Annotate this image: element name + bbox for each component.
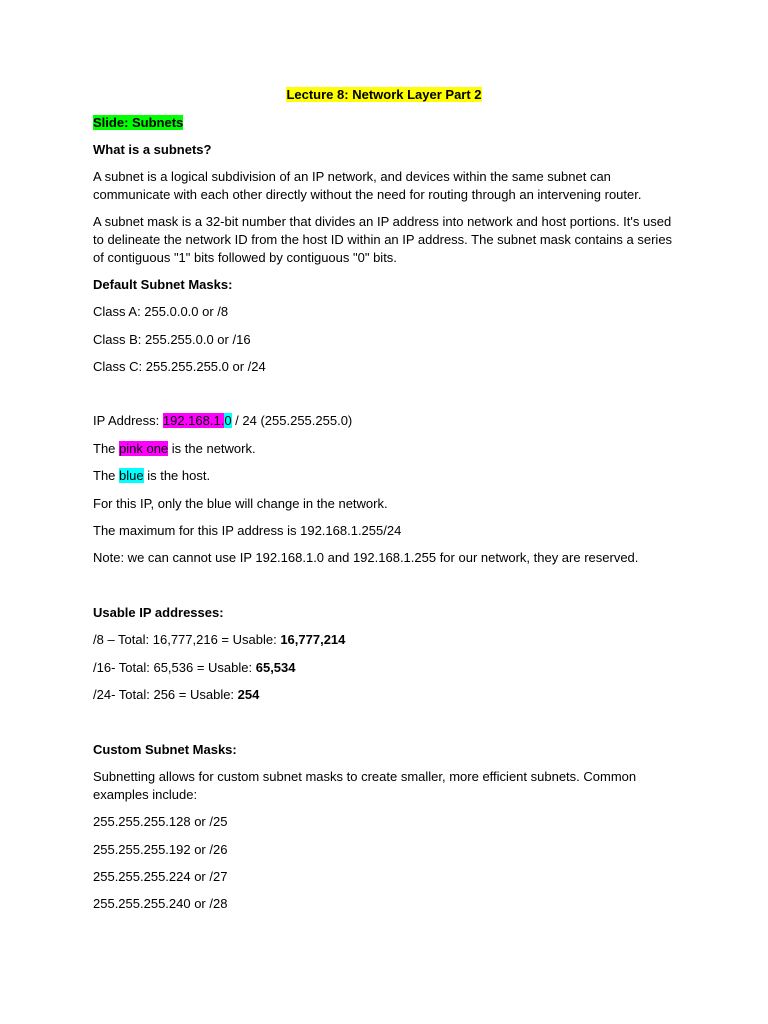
usable-24-value: 254 xyxy=(237,687,260,702)
class-c-line: Class C: 255.255.255.0 or /24 xyxy=(93,359,266,374)
usable-line-24 xyxy=(93,686,683,704)
blue-highlight: blue xyxy=(119,468,144,483)
slide-label xyxy=(93,114,683,132)
network-explanation xyxy=(93,440,683,458)
mask-28: 255.255.255.240 or /28 xyxy=(93,896,228,911)
mask-27: 255.255.255.224 or /27 xyxy=(93,869,228,884)
title-text: Lecture 8: Network Layer Part 2 xyxy=(286,87,482,102)
mask-25: 255.255.255.128 or /25 xyxy=(93,814,228,829)
network-post: is the network. xyxy=(168,441,256,456)
slide-label-text: Slide: Subnets xyxy=(93,115,184,130)
class-a-line: Class A: 255.0.0.0 or /8 xyxy=(93,304,229,319)
change-note: For this IP, only the blue will change in the network. xyxy=(93,496,388,511)
host-explanation xyxy=(93,467,683,485)
usable-line-8 xyxy=(93,631,683,649)
paragraph-2-line-2: to delineate the network ID from the host ID within an IP address. The subnet mask contains a series xyxy=(93,232,673,247)
usable-24-text: /24- Total: 256 = Usable: xyxy=(93,687,238,702)
default-masks-heading: Default Subnet Masks: xyxy=(93,277,233,292)
class-b-line: Class B: 255.255.0.0 or /16 xyxy=(93,332,251,347)
mask-26: 255.255.255.192 or /26 xyxy=(93,842,228,857)
custom-paragraph-line-2: examples include: xyxy=(93,787,198,802)
ip-host-part: 0 xyxy=(224,413,232,428)
paragraph-2-line-3: of contiguous "1" bits followed by contiguous "0" bits. xyxy=(93,250,397,265)
ip-address-line xyxy=(93,412,683,430)
usable-8-text: /8 – Total: 16,777,216 = Usable: xyxy=(93,632,281,647)
ip-network-part: 192.168.1. xyxy=(162,413,225,428)
question-heading: What is a subnets? xyxy=(93,142,212,157)
paragraph-1-line-1: A subnet is a logical subdivision of an IP network, and devices within the same subnet can xyxy=(93,169,611,184)
usable-line-16 xyxy=(93,659,683,677)
ip-suffix: / 24 (255.255.255.0) xyxy=(231,413,353,428)
network-pre: The xyxy=(93,441,120,456)
usable-8-value: 16,777,214 xyxy=(280,632,346,647)
max-address-line: The maximum for this IP address is 192.168.1.255/24 xyxy=(93,523,402,538)
usable-16-text: /16- Total: 65,536 = Usable: xyxy=(93,660,256,675)
custom-paragraph-line-1: Subnetting allows for custom subnet masks to create smaller, more efficient subnets. Common xyxy=(93,769,637,784)
usable-16-value: 65,534 xyxy=(255,660,296,675)
host-pre: The xyxy=(93,468,120,483)
reserved-note: Note: we can cannot use IP 192.168.1.0 and 192.168.1.255 for our network, they are reserved. xyxy=(93,550,639,565)
usable-heading: Usable IP addresses: xyxy=(93,605,224,620)
page-title xyxy=(0,86,768,104)
paragraph-1-line-2: communicate with each other directly without the need for routing through an intervening router. xyxy=(93,187,642,202)
custom-masks-heading: Custom Subnet Masks: xyxy=(93,742,237,757)
pink-highlight: pink one xyxy=(119,441,169,456)
ip-prefix: IP Address: xyxy=(93,413,163,428)
host-post: is the host. xyxy=(143,468,211,483)
paragraph-2-line-1: A subnet mask is a 32-bit number that divides an IP address into network and host portions. It's used xyxy=(93,214,672,229)
